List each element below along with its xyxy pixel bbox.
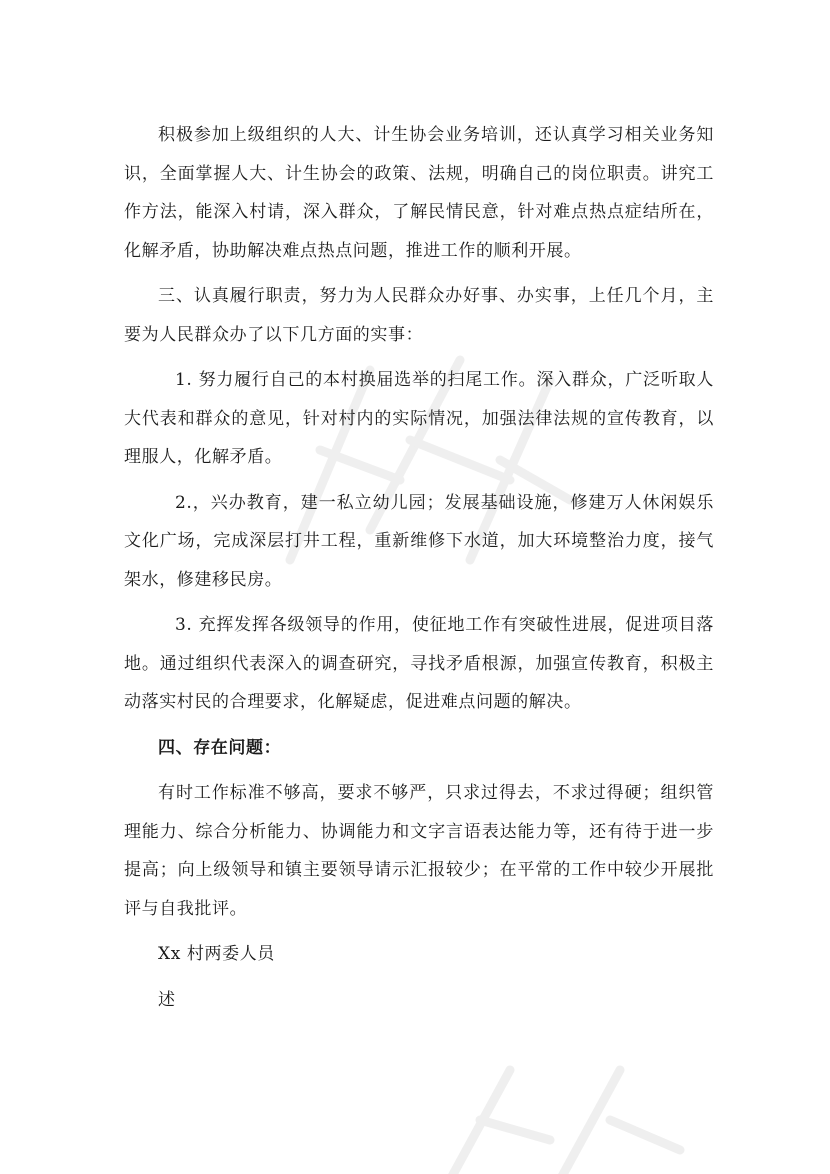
- signature-line: Xx 村两委人员: [158, 944, 275, 964]
- paragraph-problems: 有时工作标准不够高，要求不够严，只求过得去，不求过得硬；组织管理能力、综合分析能力、协调能力和文字言语表达能力等，还有待于进一步提高；向上级领导和镇主要领导请示汇报较少；在平常的工作中较少开展批评与自我批评。: [124, 783, 714, 919]
- paragraph-section-three: 三、认真履行职责，努力为人民群众办好事、办实事，上任几个月，主要为人民群众办了以下几方面的实事：: [124, 286, 714, 345]
- section-heading-problems: 四、存在问题：: [158, 737, 282, 758]
- paragraph-training: 积极参加上级组织的人大、计生协会业务培训，还认真学习相关业务知识，全面掌握人大、计生协会的政策、法规，明确自己的岗位职责。讲究工作方法，能深入村请，深入群众，了解民情民意，针对难点热点症结所在，化解矛盾，协助解决难点热点问题，推进工作的顺利开展。: [124, 125, 714, 261]
- trailing-text: 述: [158, 989, 176, 1010]
- document-body: [124, 116, 714, 1026]
- list-item-2: 2.，兴办教育，建一私立幼儿园；发展基础设施，修建万人休闲娱乐文化广场，完成深层打井工程，重新维修下水道，加大环境整治力度，接气架水，修建移民房。: [124, 492, 714, 590]
- list-item-3: 3. 充挥发挥各级领导的作用，使征地工作有突破性进展，促进项目落地。通过组织代表深入的调查研究，寻找矛盾根源，加强宣传教育，积极主动落实村民的合理要求，化解疑虑，促进难点问题的解决。: [124, 615, 714, 712]
- list-item-1: 1. 努力履行自己的本村换届选举的扫尾工作。深入群众，广泛听取人大代表和群众的意见，针对村内的实际情况，加强法律法规的宣传教育，以理服人，化解矛盾。: [124, 370, 714, 467]
- watermark-graphic-bottom: [420, 1050, 720, 1174]
